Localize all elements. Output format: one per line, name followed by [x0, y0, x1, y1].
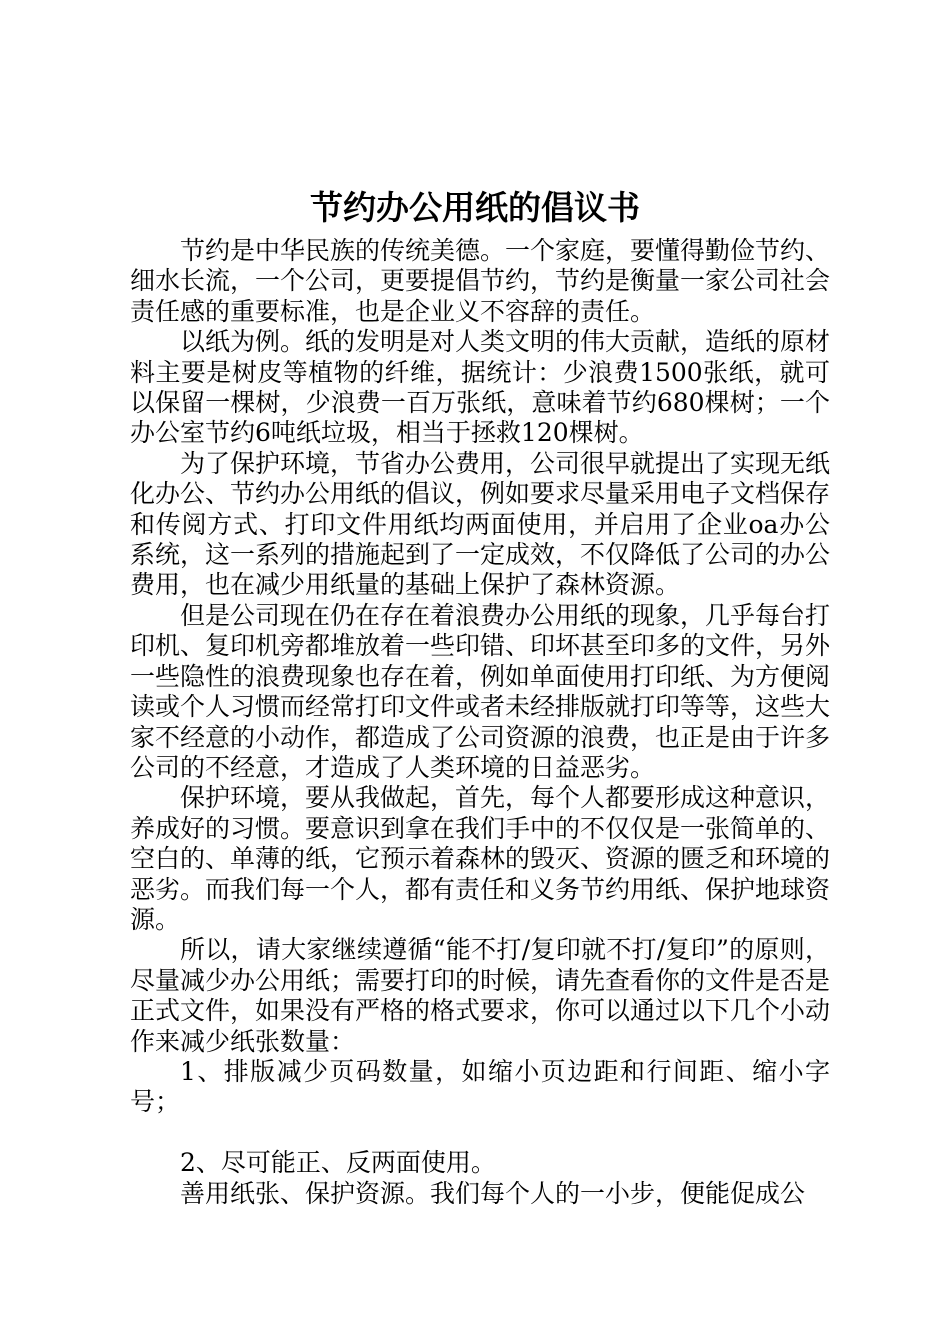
document-title: 节约办公用纸的倡议书 — [310, 188, 640, 227]
paragraph-waste-phenomenon: 但是公司现在仍在存在着浪费办公用纸的现象，几乎每台打印机、复印机旁都堆放着一些印错、印坏甚至印多的文件，另外一些隐性的浪费现象也存在着，例如单面使用打印纸、为方便阅读或个人习惯而经常打印文件或者未经排版就打印等等，这些大家不经意的小动作，都造成了公司资源的浪费，也正是由于许多公司的不经意，才造成了人类环境的日益恶劣。 — [130, 600, 831, 782]
list-item-1: 1、排版减少页码数量，如缩小页边距和行间距、缩小字号； — [130, 1056, 830, 1117]
paragraph-company-measures: 为了保护环境，节省办公费用，公司很早就提出了实现无纸化办公、节约办公用纸的倡议，例如要求尽量采用电子文档保存和传阅方式、打印文件用纸均两面使用，并启用了企业oa办公系统，这一系列的措施起到了一定成效，不仅降低了公司的办公费用，也在减少用纸量的基础上保护了森林资源。 — [130, 448, 831, 600]
paragraph-start-with-me: 保护环境，要从我做起，首先，每个人都要形成这种意识，养成好的习惯。要意识到拿在我们手中的不仅仅是一张简单的、空白的、单薄的纸，它预示着森林的毁灭、资源的匮乏和环境的恶劣。而我们每一个人，都有责任和义务节约用纸、保护地球资源。 — [130, 783, 831, 934]
document-body — [130, 236, 830, 1209]
paragraph-intro: 节约是中华民族的传统美德。一个家庭，要懂得勤俭节约、细水长流，一个公司，更要提倡节约，节约是衡量一家公司社会责任感的重要标准，也是企业义不容辞的责任。 — [130, 236, 831, 326]
paragraph-paper-example: 以纸为例。纸的发明是对人类文明的伟大贡献，造纸的原材料主要是树皮等植物的纤维，据统计：少浪费1500张纸，就可以保留一棵树，少浪费一百万张纸，意味着节约680棵树；一个办公室节约6吨纸垃圾，相当于拯救120棵树。 — [130, 327, 831, 448]
paragraph-principle: 所以，请大家继续遵循“能不打/复印就不打/复印”的原则，尽量减少办公用纸；需要打印的时候，请先查看你的文件是否是正式文件，如果没有严格的格式要求，你可以通过以下几个小动作来减少纸张数量： — [130, 935, 831, 1056]
paragraph-closing: 善用纸张、保护资源。我们每个人的一小步，便能促成公 — [180, 1178, 806, 1208]
list-item-2: 2、尽可能正、反两面使用。 — [180, 1148, 496, 1178]
